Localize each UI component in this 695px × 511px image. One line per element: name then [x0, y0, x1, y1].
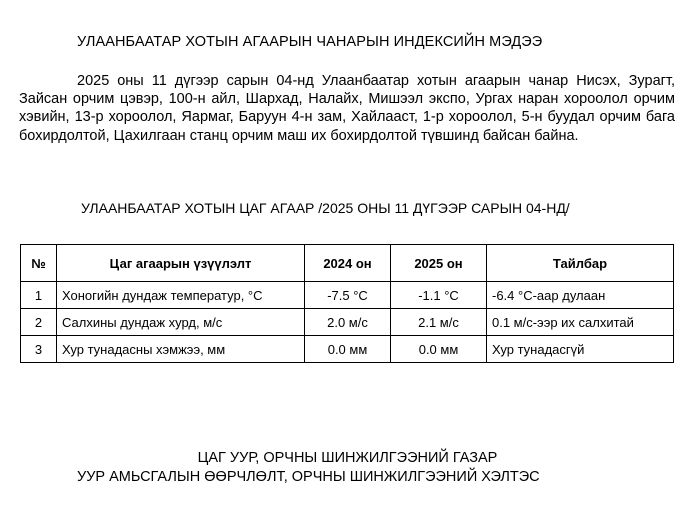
row-2024-value: 2.0 м/с [305, 309, 391, 336]
row-2025-value: 0.0 мм [391, 336, 487, 363]
row-number: 1 [21, 282, 57, 309]
header-2024: 2024 он [305, 245, 391, 282]
footer-agency: ЦАГ УУР, ОРЧНЫ ШИНЖИЛГЭЭНИЙ ГАЗАР [197, 450, 498, 466]
footer-department: УУР АМЬСГАЛЫН ӨӨРЧЛӨЛТ, ОРЧНЫ ШИНЖИЛГЭЭНИЙ ХЭЛТЭС [77, 469, 540, 485]
header-note: Тайлбар [487, 245, 674, 282]
header-number: № [21, 245, 57, 282]
header-indicator: Цаг агаарын үзүүлэлт [57, 245, 305, 282]
row-2024-value: -7.5 °С [305, 282, 391, 309]
row-2025-value: 2.1 м/с [391, 309, 487, 336]
row-note: 0.1 м/с-ээр их салхитай [487, 309, 674, 336]
row-2025-value: -1.1 °С [391, 282, 487, 309]
row-indicator: Салхины дундаж хурд, м/с [57, 309, 305, 336]
table-row [21, 336, 674, 363]
table-row [21, 282, 674, 309]
row-note: Хур тунадасгүй [487, 336, 674, 363]
report-title: УЛААНБААТАР ХОТЫН АГААРЫН ЧАНАРЫН ИНДЕКСИЙН МЭДЭЭ [77, 34, 543, 50]
air-quality-paragraph: 2025 оны 11 дүгээр сарын 04-нд Улаанбаатар хотын агаарын чанар Нисэх, Зурагт, Зайсан орчим цэвэр, 100-н айл, Шархад, Налайх, Мишээл экспо, Ургах наран хороолол орчим хэвийн, 13-р хороолол, Яармаг, Баруун 4-н зам, Хайлааст, 1-р хороолол, 5-н буудал орчим бага бохирдолтой, Цахилгаан станц орчим маш их бохирдолтой түвшинд байсан байна. [19, 73, 675, 144]
header-2025: 2025 он [391, 245, 487, 282]
row-note: -6.4 °С-аар дулаан [487, 282, 674, 309]
row-2024-value: 0.0 мм [305, 336, 391, 363]
weather-table [20, 244, 674, 363]
weather-title: УЛААНБААТАР ХОТЫН ЦАГ АГААР /2025 ОНЫ 11 ДҮГЭЭР САРЫН 04-НД/ [81, 200, 570, 216]
table-row [21, 309, 674, 336]
row-indicator: Хоногийн дундаж температур, °С [57, 282, 305, 309]
table-header-row [21, 245, 674, 282]
row-indicator: Хур тунадасны хэмжээ, мм [57, 336, 305, 363]
row-number: 2 [21, 309, 57, 336]
row-number: 3 [21, 336, 57, 363]
